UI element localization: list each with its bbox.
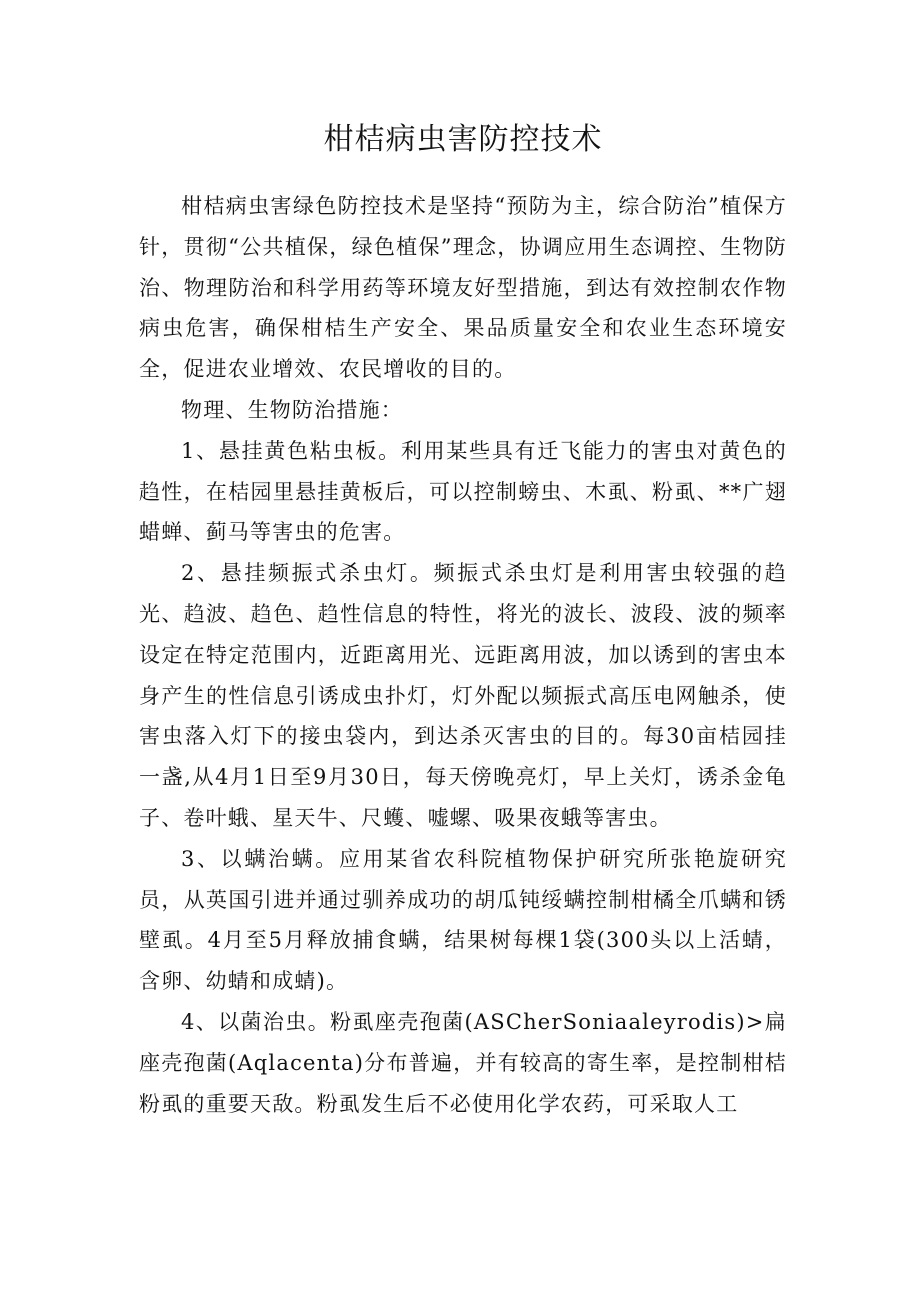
paragraph-intro: 柑桔病虫害绿色防控技术是坚持“预防为主，综合防治”植保方针，贯彻“公共植保，绿色植保”理念，协调应用生态调控、生物防治、物理防治和科学用药等环境友好型措施，到达有效控制农作物病虫危害，确保柑桔生产安全、果品质量安全和农业生态环境安全，促进农业增效、农民增收的目的。 <box>139 194 787 382</box>
document-body <box>139 186 787 1124</box>
document-title: 柑桔病虫害防控技术 <box>323 122 603 157</box>
paragraph-item-3: 3、以螨治螨。应用某省农科院植物保护研究所张艳旋研究员，从英国引进并通过驯养成功的胡瓜钝绥螨控制柑橘全爪螨和锈壁虱。4月至5月释放捕食螨，结果树每棵1袋(300头以上活蜻，含卵、幼蜻和成蜻)。 <box>139 846 787 994</box>
paragraph-section-heading: 物理、生物防治措施： <box>181 397 403 422</box>
paragraph-item-1: 1、悬挂黄色粘虫板。利用某些具有迁飞能力的害虫对黄色的趋性，在桔园里悬挂黄板后，可以控制螃虫、木虱、粉虱、**广翅蜡蝉、蓟马等害虫的危害。 <box>139 438 787 545</box>
paragraph-item-2: 2、悬挂频振式杀虫灯。频振式杀虫灯是利用害虫较强的趋光、趋波、趋色、趋性信息的特性，将光的波长、波段、波的频率设定在特定范围内，近距离用光、远距离用波，加以诱到的害虫本身产生的性信息引诱成虫扑灯，灯外配以频振式高压电网触杀，使害虫落入灯下的接虫袋内，到达杀灭害虫的目的。每30亩桔园挂一盏,从4月1日至9月30日，每天傍晚亮灯，早上关灯，诱杀金龟子、卷叶蛾、星天牛、尺蠖、嘘螺、吸果夜蛾等害虫。 <box>139 561 787 830</box>
paragraph-item-4: 4、以菌治虫。粉虱座壳孢菌(ASCherSoniaaleyrodis)>扁座壳孢菌(Aqlacenta)分布普遍，并有较高的寄生率，是控制柑桔粉虱的重要天敌。粉虱发生后不必使用化学农药，可采取人工 <box>139 1009 787 1116</box>
